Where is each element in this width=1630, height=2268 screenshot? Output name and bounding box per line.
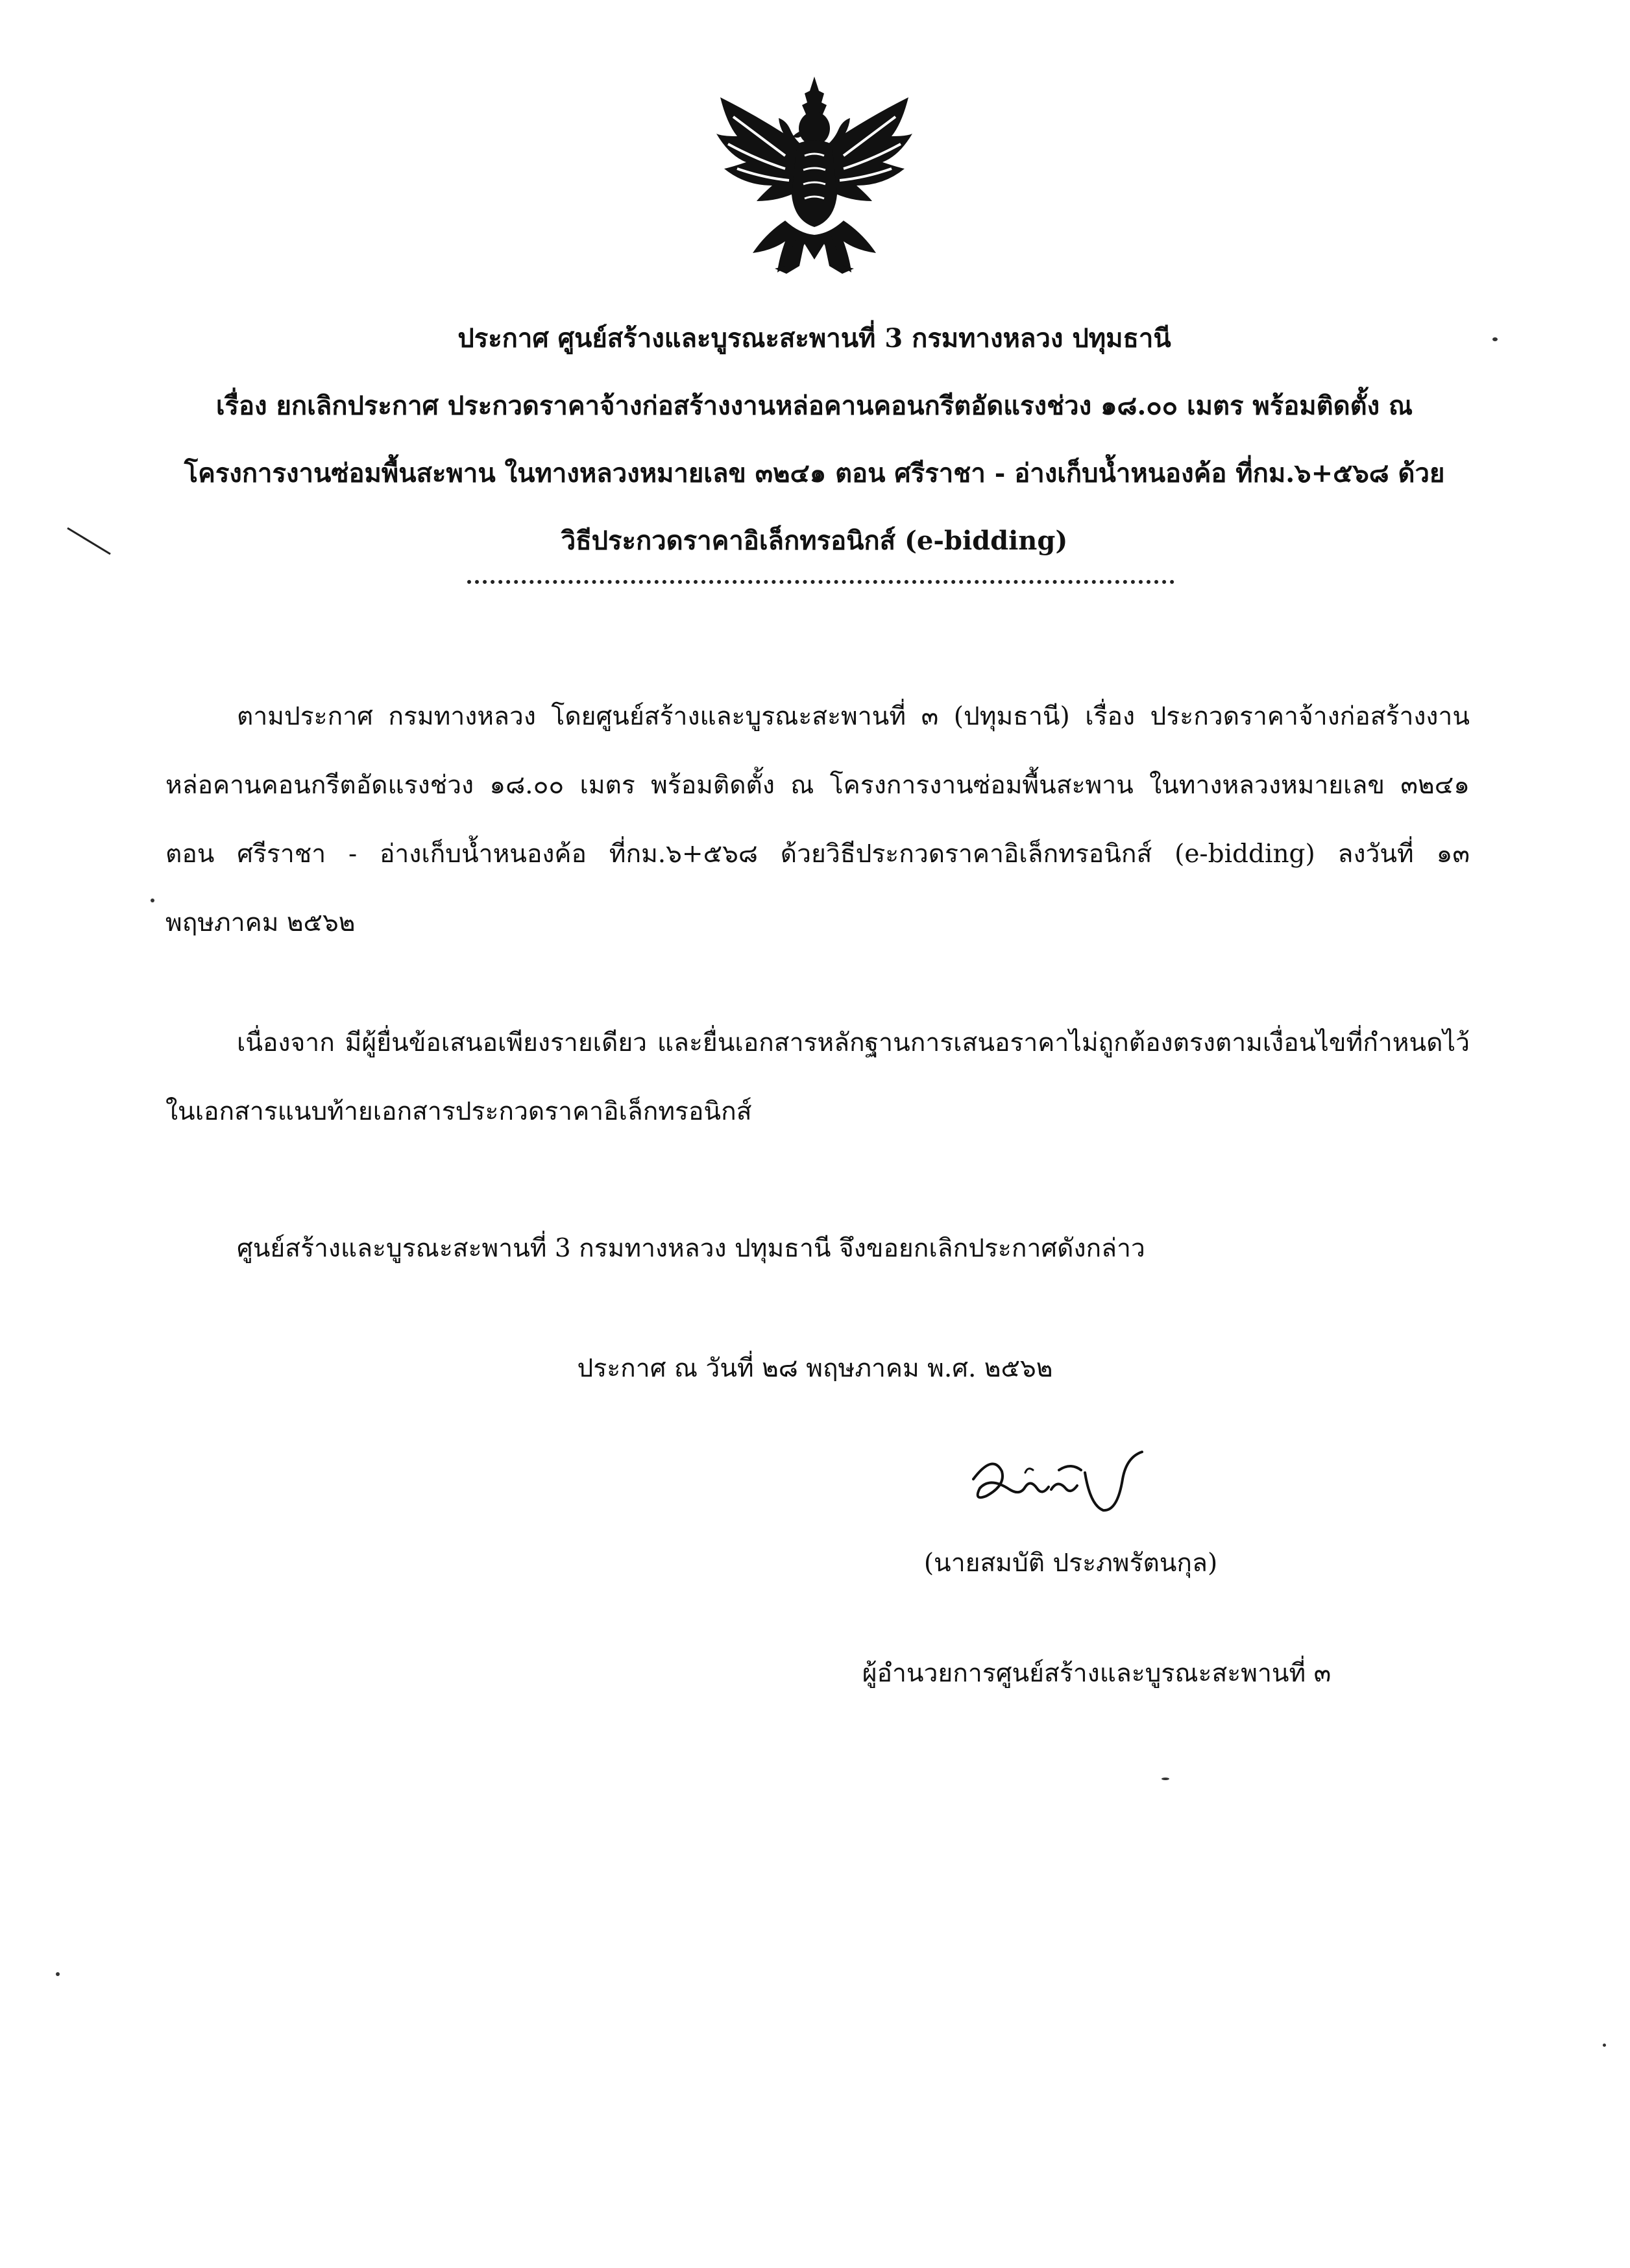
body-paragraph-1 — [165, 682, 1470, 958]
scan-speck — [56, 1972, 60, 1976]
announcement-title — [97, 305, 1531, 575]
scan-speck — [1603, 2044, 1606, 2047]
dotted-separator — [467, 571, 1174, 584]
garuda-emblem-icon — [707, 71, 921, 292]
paragraph-3-text: ศูนย์สร้างและบูรณะสะพานที่ 3 กรมทางหลวง ปทุมธานี จึงขอยกเลิกประกาศดังกล่าว — [237, 1234, 1145, 1263]
body-paragraph-2 — [165, 1009, 1470, 1146]
announcement-date: ประกาศ ณ วันที่ ๒๘ พฤษภาคม พ.ศ. ๒๕๖๒ — [577, 1354, 1053, 1383]
scan-speck — [151, 899, 154, 902]
title-line-3: โครงการงานซ่อมพื้นสะพาน ในทางหลวงหมายเลข ๓๒๔๑ ตอน ศรีราชา - อ่างเก็บน้ำหนองค้อ ที่กม.๖+๕๖๘ ด้วย — [184, 458, 1445, 489]
scan-speck — [1492, 337, 1498, 341]
scan-mark — [65, 525, 117, 558]
title-line-4: วิธีประกวดราคาอิเล็กทรอนิกส์ (e-bidding) — [561, 525, 1068, 556]
title-line-2: เรื่อง ยกเลิกประกาศ ประกวดราคาจ้างก่อสร้างงานหล่อคานคอนกรีตอัดแรงช่วง ๑๘.๐๐ เมตร พร้อมติดตั้ง ณ — [215, 391, 1413, 421]
signer-name: (นายสมบัติ ประภพรัตนกุล) — [923, 1549, 1218, 1578]
scan-speck — [1162, 1778, 1169, 1780]
signer-position: ผู้อำนวยการศูนย์สร้างและบูรณะสะพานที่ ๓ — [862, 1659, 1332, 1688]
title-line-1: ประกาศ ศูนย์สร้างและบูรณะสะพานที่ 3 กรมทางหลวง ปทุมธานี — [457, 323, 1171, 354]
paragraph-2-text: เนื่องจาก มีผู้ยื่นข้อเสนอเพียงรายเดียว และยื่นเอกสารหลักฐานการเสนอราคาไม่ถูกต้องตรงตามเงื่อนไขที่กำหนดไว้ในเอกสารแนบท้ายเอกสารประกวดราคาอิเล็กทรอนิกส์ — [165, 1028, 1470, 1126]
handwritten-signature — [947, 1434, 1181, 1538]
paragraph-1-text: ตามประกาศ กรมทางหลวง โดยศูนย์สร้างและบูรณะสะพานที่ ๓ (ปทุมธานี) เรื่อง ประกวดราคาจ้างก่อสร้างงานหล่อคานคอนกรีตอัดแรงช่วง ๑๘.๐๐ เมตร พร้อมติดตั้ง ณ โครงการงานซ่อมพื้นสะพาน ในทางหลวงหมายเลข ๓๒๔๑ ตอน ศรีราชา - อ่างเก็บน้ำหนองค้อ ที่กม.๖+๕๖๘ ด้วยวิธีประกวดราคาอิเล็กทรอนิกส์ (e-bidding) ลงวันที่ ๑๓ พฤษภาคม ๒๕๖๒ — [165, 702, 1470, 937]
body-paragraph-3 — [165, 1214, 1470, 1283]
